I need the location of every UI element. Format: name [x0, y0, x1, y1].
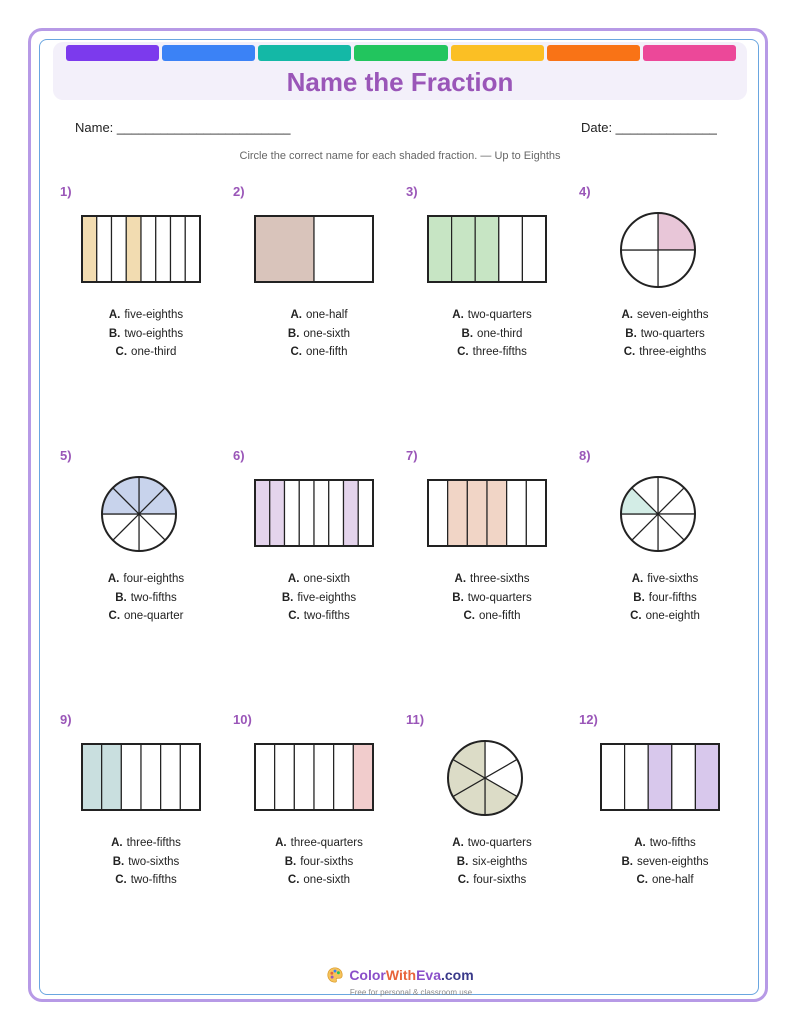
choice-letter: B. — [461, 327, 474, 340]
problem-number: 9) — [60, 712, 72, 727]
choice-letter: C. — [457, 874, 470, 886]
choice-text: one-quarter — [124, 610, 184, 622]
unshaded-part — [255, 744, 275, 810]
rainbow-segment — [547, 45, 640, 61]
unshaded-part — [299, 480, 314, 546]
choice-text: two-quarters — [467, 837, 532, 849]
problem-number: 11) — [406, 712, 425, 727]
answer-choices — [60, 834, 232, 890]
answer-choice[interactable] — [406, 343, 578, 362]
choice-letter: A. — [107, 573, 120, 585]
choice-letter: B. — [621, 855, 633, 868]
choice-text: two-fifths — [130, 591, 177, 604]
fraction-circle — [99, 474, 179, 554]
choice-letter: A. — [452, 837, 464, 849]
shaded-part — [82, 744, 102, 810]
rainbow-segment — [162, 45, 255, 61]
problem-item — [60, 712, 232, 962]
fraction-bar — [253, 214, 375, 284]
fraction-bar — [426, 214, 548, 284]
unshaded-part — [601, 744, 625, 810]
rainbow-segment — [66, 45, 159, 61]
choice-text: one-half — [305, 309, 348, 321]
answer-choice[interactable] — [233, 853, 405, 872]
answer-choice[interactable] — [579, 325, 751, 344]
choice-text: two-quarters — [467, 591, 532, 604]
choice-letter: B. — [456, 855, 469, 868]
answer-choice[interactable] — [60, 607, 232, 626]
brand-color: Color — [349, 967, 386, 983]
choice-text: two-eighths — [124, 327, 184, 340]
choice-letter: C. — [287, 874, 300, 886]
brand-logo — [326, 966, 473, 984]
shaded-part — [255, 216, 314, 282]
palette-icon — [326, 966, 344, 984]
shaded-part — [452, 216, 476, 282]
choice-text: one-fifth — [305, 346, 348, 358]
choice-text: four-sixths — [473, 874, 527, 886]
problem-number: 12) — [579, 712, 598, 727]
answer-choice[interactable] — [579, 589, 751, 608]
answer-choice[interactable] — [60, 589, 232, 608]
choice-letter: C. — [636, 874, 648, 886]
problem-number: 6) — [233, 448, 245, 463]
shaded-part — [467, 480, 487, 546]
choice-text: one-sixth — [303, 874, 351, 886]
unshaded-part — [285, 480, 300, 546]
choice-text: two-quarters — [467, 309, 532, 321]
choice-letter: B. — [284, 855, 297, 868]
fraction-bar — [253, 742, 375, 812]
problem-item — [406, 448, 578, 698]
choice-text: three-sixths — [470, 573, 530, 585]
problem-item — [579, 712, 751, 962]
problem-item — [60, 184, 232, 434]
choice-letter: C. — [108, 610, 121, 622]
shaded-part — [487, 480, 507, 546]
answer-choice[interactable] — [233, 570, 405, 589]
choice-text: one-sixth — [303, 327, 351, 340]
unshaded-part — [185, 216, 200, 282]
brand-eva: Eva — [416, 967, 441, 983]
choice-letter: A. — [634, 837, 646, 849]
problem-item — [233, 184, 405, 434]
choice-text: seven-eighths — [636, 855, 709, 868]
choice-text: one-third — [131, 346, 177, 358]
rainbow-segment — [451, 45, 544, 61]
problem-item — [406, 184, 578, 434]
problem-number: 5) — [60, 448, 72, 463]
unshaded-part — [112, 216, 127, 282]
answer-choice[interactable] — [406, 871, 578, 890]
choice-letter: C. — [115, 346, 128, 358]
problem-item — [60, 448, 232, 698]
choice-text: four-eighths — [123, 573, 185, 585]
shaded-part — [102, 744, 122, 810]
choice-letter: A. — [111, 837, 123, 849]
choice-text: one-eighth — [645, 610, 700, 622]
choice-text: five-eighths — [297, 591, 357, 604]
problem-number: 3) — [406, 184, 418, 199]
answer-choice[interactable] — [406, 853, 578, 872]
problem-item — [233, 448, 405, 698]
brand-with: With — [385, 967, 417, 983]
footer-tagline: Free for personal & classroom use — [349, 988, 473, 997]
answer-choices — [579, 834, 751, 890]
answer-choice[interactable] — [60, 343, 232, 362]
choice-text: one-fifth — [478, 610, 521, 622]
answer-choice[interactable] — [60, 834, 232, 853]
choice-text: two-fifths — [303, 610, 350, 622]
answer-choices — [60, 570, 232, 626]
answer-choice[interactable] — [233, 834, 405, 853]
choice-letter: C. — [630, 610, 642, 622]
answer-choice[interactable] — [579, 853, 751, 872]
fraction-circle — [618, 210, 698, 290]
unshaded-part — [161, 744, 181, 810]
problem-number: 2) — [233, 184, 245, 199]
choice-letter: C. — [290, 346, 302, 358]
answer-choice[interactable] — [579, 834, 751, 853]
problem-number: 10) — [233, 712, 252, 727]
unshaded-part — [275, 744, 295, 810]
problem-item — [406, 712, 578, 962]
answer-choice[interactable] — [60, 306, 232, 325]
problem-item — [579, 448, 751, 698]
rainbow-segment — [354, 45, 447, 61]
choice-text: five-eighths — [124, 309, 184, 321]
instructions: Circle the correct name for each shaded fraction. — Up to Eighths — [239, 150, 561, 162]
problem-number: 8) — [579, 448, 591, 463]
answer-choice[interactable] — [60, 570, 232, 589]
answer-choice[interactable] — [579, 570, 751, 589]
choice-text: seven-eighths — [636, 309, 709, 321]
choice-letter: B. — [108, 327, 121, 340]
unshaded-part — [507, 480, 527, 546]
choice-letter: B. — [452, 591, 464, 604]
unshaded-part — [314, 480, 329, 546]
shaded-part — [82, 216, 97, 282]
choice-text: three-fifths — [126, 837, 181, 849]
unshaded-part — [171, 216, 186, 282]
choice-text: three-eighths — [639, 346, 707, 358]
choice-letter: B. — [281, 591, 294, 604]
shaded-part — [428, 216, 452, 282]
choice-text: one-half — [651, 874, 694, 886]
unshaded-part — [499, 216, 523, 282]
unshaded-part — [141, 744, 161, 810]
unshaded-part — [97, 216, 112, 282]
choice-text: one-sixth — [303, 573, 351, 585]
unshaded-part — [156, 216, 171, 282]
answer-choice[interactable] — [233, 306, 405, 325]
choice-letter: A. — [290, 309, 302, 321]
brand-domain: .com — [441, 967, 474, 983]
answer-choice[interactable] — [406, 325, 578, 344]
rainbow-segment — [643, 45, 736, 61]
shaded-part — [353, 744, 373, 810]
choice-letter: B. — [633, 591, 645, 604]
unshaded-part — [522, 216, 546, 282]
unshaded-part — [180, 744, 200, 810]
answer-choice[interactable] — [579, 306, 751, 325]
choice-letter: A. — [108, 309, 121, 321]
choice-text: one-third — [477, 327, 523, 340]
unshaded-part — [625, 744, 649, 810]
answer-choices — [579, 306, 751, 362]
fraction-bar — [80, 742, 202, 812]
unshaded-part — [428, 480, 448, 546]
unshaded-part — [141, 216, 156, 282]
problem-number: 4) — [579, 184, 591, 199]
answer-choice[interactable] — [406, 834, 578, 853]
answer-choice[interactable] — [233, 589, 405, 608]
answer-choices — [233, 570, 405, 626]
choice-letter: C. — [288, 610, 300, 622]
fraction-bar — [426, 478, 548, 548]
fraction-bar — [599, 742, 721, 812]
answer-choices — [406, 834, 578, 890]
name-field-label: Name: ________________________ — [75, 120, 291, 135]
choice-letter: A. — [275, 837, 287, 849]
choice-letter: C. — [457, 346, 469, 358]
answer-choice[interactable] — [579, 343, 751, 362]
shaded-part — [126, 216, 141, 282]
choice-text: four-sixths — [300, 855, 354, 868]
rainbow-segment — [258, 45, 351, 61]
choice-letter: A. — [287, 573, 300, 585]
choice-text: three-fifths — [472, 346, 527, 358]
answer-choice[interactable] — [406, 570, 578, 589]
choice-text: two-quarters — [640, 327, 705, 340]
choice-letter: A. — [452, 309, 464, 321]
footer — [0, 966, 800, 997]
choice-text: two-fifths — [649, 837, 696, 849]
choice-text: two-sixths — [128, 855, 180, 868]
choice-letter: A. — [621, 309, 633, 321]
answer-choices — [233, 306, 405, 362]
answer-choice[interactable] — [233, 343, 405, 362]
answer-choice[interactable] — [406, 306, 578, 325]
unshaded-part — [672, 744, 696, 810]
unshaded-part — [294, 744, 314, 810]
choice-letter: C. — [115, 874, 127, 886]
shaded-part — [648, 744, 672, 810]
fraction-circle — [618, 474, 698, 554]
answer-choice[interactable] — [233, 325, 405, 344]
problem-item — [579, 184, 751, 434]
unshaded-part — [334, 744, 354, 810]
choice-letter: C. — [623, 346, 636, 358]
answer-choice[interactable] — [233, 871, 405, 890]
problem-number: 7) — [406, 448, 418, 463]
answer-choice[interactable] — [60, 325, 232, 344]
unshaded-part — [121, 744, 141, 810]
shaded-part — [448, 480, 468, 546]
answer-choices — [233, 834, 405, 890]
unshaded-part — [358, 480, 373, 546]
choice-letter: A. — [454, 573, 467, 585]
choice-letter: B. — [625, 327, 637, 340]
fraction-bar — [80, 214, 202, 284]
answer-choice[interactable] — [233, 607, 405, 626]
fraction-bar — [253, 478, 375, 548]
problem-item — [233, 712, 405, 962]
answer-choice[interactable] — [579, 607, 751, 626]
fraction-circle — [445, 738, 525, 818]
answer-choice[interactable] — [579, 871, 751, 890]
choice-text: six-eighths — [472, 855, 528, 868]
answer-choices — [579, 570, 751, 626]
answer-choices — [406, 306, 578, 362]
unshaded-part — [329, 480, 344, 546]
shaded-part — [475, 216, 499, 282]
answer-choice[interactable] — [406, 607, 578, 626]
shaded-part — [695, 744, 719, 810]
choice-text: five-sixths — [647, 573, 699, 585]
unshaded-part — [314, 216, 373, 282]
answer-choice[interactable] — [406, 589, 578, 608]
choice-letter: C. — [463, 610, 475, 622]
shaded-part — [344, 480, 359, 546]
date-field-label: Date: ______________ — [581, 120, 717, 135]
unshaded-part — [314, 744, 334, 810]
problem-number: 1) — [60, 184, 72, 199]
answer-choice[interactable] — [60, 871, 232, 890]
choice-letter: B. — [115, 591, 127, 604]
choice-letter: A. — [631, 573, 644, 585]
choice-text: three-quarters — [290, 837, 363, 849]
answer-choices — [60, 306, 232, 362]
choice-text: two-fifths — [130, 874, 177, 886]
choice-letter: B. — [287, 327, 300, 340]
page-title: Name the Fraction — [286, 67, 514, 97]
shaded-part — [255, 480, 270, 546]
answer-choices — [406, 570, 578, 626]
choice-text: four-fifths — [648, 591, 697, 604]
answer-choice[interactable] — [60, 853, 232, 872]
unshaded-part — [526, 480, 546, 546]
rainbow-stripe — [66, 45, 736, 61]
shaded-part — [270, 480, 285, 546]
choice-letter: B. — [112, 855, 125, 868]
